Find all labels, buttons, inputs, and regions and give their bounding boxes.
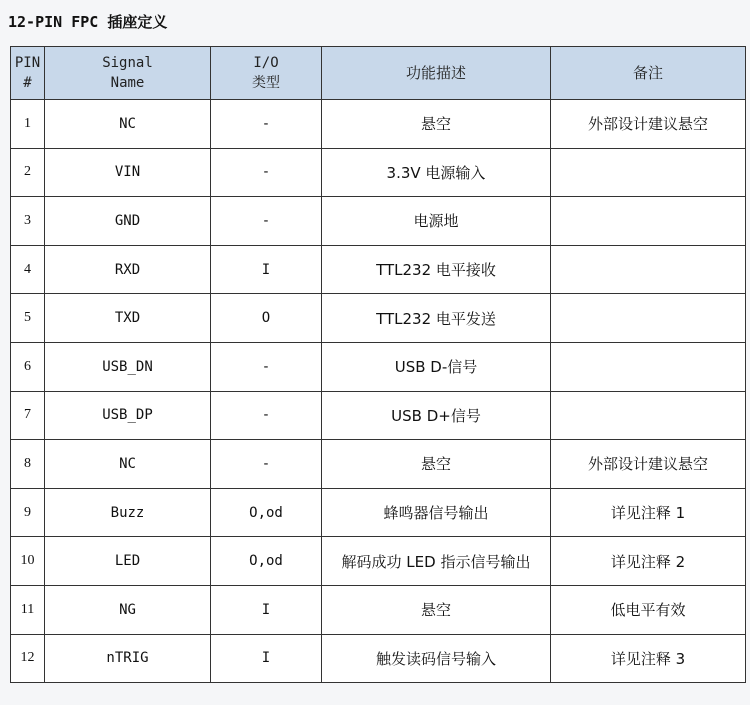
note-cell bbox=[551, 245, 746, 294]
pin-cell: 1 bbox=[11, 100, 45, 149]
io-cell: - bbox=[211, 342, 322, 391]
description-cell: 蜂鸣器信号输出 bbox=[322, 488, 551, 537]
pin-cell: 6 bbox=[11, 342, 45, 391]
io-cell: - bbox=[211, 100, 322, 149]
signal-cell: Buzz bbox=[45, 488, 211, 537]
io-cell: I bbox=[211, 634, 322, 683]
pin-cell: 8 bbox=[11, 440, 45, 489]
header-io-line1: I/O bbox=[253, 55, 279, 71]
signal-cell: TXD bbox=[45, 294, 211, 343]
table-row bbox=[11, 488, 746, 537]
note-cell: 外部设计建议悬空 bbox=[551, 440, 746, 489]
pin-cell: 5 bbox=[11, 294, 45, 343]
table-row bbox=[11, 634, 746, 683]
header-signal-line2: Name bbox=[110, 75, 145, 91]
note-cell bbox=[551, 391, 746, 440]
note-cell bbox=[551, 197, 746, 246]
signal-cell: VIN bbox=[45, 148, 211, 197]
table-row bbox=[11, 391, 746, 440]
note-cell: 详见注释 1 bbox=[551, 488, 746, 537]
description-cell: 悬空 bbox=[322, 100, 551, 149]
table-row bbox=[11, 294, 746, 343]
signal-cell: NG bbox=[45, 585, 211, 634]
pin-cell: 4 bbox=[11, 245, 45, 294]
document-title: 12-PIN FPC 插座定义 bbox=[8, 13, 168, 31]
note-cell bbox=[551, 342, 746, 391]
signal-cell: GND bbox=[45, 197, 211, 246]
signal-cell: nTRIG bbox=[45, 634, 211, 683]
description-cell: USB D-信号 bbox=[322, 342, 551, 391]
note-cell: 详见注释 3 bbox=[551, 634, 746, 683]
description-cell: 触发读码信号输入 bbox=[322, 634, 551, 683]
header-signal bbox=[45, 47, 211, 100]
io-cell: I bbox=[211, 245, 322, 294]
note-cell: 外部设计建议悬空 bbox=[551, 100, 746, 149]
description-cell: 解码成功 LED 指示信号输出 bbox=[322, 537, 551, 586]
table-row bbox=[11, 245, 746, 294]
pin-definition-table bbox=[10, 46, 746, 683]
io-cell: - bbox=[211, 440, 322, 489]
io-cell: O,od bbox=[211, 537, 322, 586]
signal-cell: USB_DP bbox=[45, 391, 211, 440]
signal-cell: NC bbox=[45, 440, 211, 489]
header-desc: 功能描述 bbox=[322, 47, 551, 100]
signal-cell: NC bbox=[45, 100, 211, 149]
io-cell: I bbox=[211, 585, 322, 634]
io-cell: - bbox=[211, 148, 322, 197]
note-cell bbox=[551, 148, 746, 197]
pin-cell: 12 bbox=[11, 634, 45, 683]
note-cell: 低电平有效 bbox=[551, 585, 746, 634]
description-cell: 3.3V 电源输入 bbox=[322, 148, 551, 197]
table-row bbox=[11, 342, 746, 391]
signal-cell: LED bbox=[45, 537, 211, 586]
header-pin bbox=[11, 47, 45, 100]
io-cell: - bbox=[211, 197, 322, 246]
table-row bbox=[11, 440, 746, 489]
signal-cell: RXD bbox=[45, 245, 211, 294]
description-cell: 悬空 bbox=[322, 585, 551, 634]
table-row bbox=[11, 197, 746, 246]
description-cell: 电源地 bbox=[322, 197, 551, 246]
table-row bbox=[11, 537, 746, 586]
header-signal-line1: Signal bbox=[102, 55, 153, 71]
table-row bbox=[11, 100, 746, 149]
header-io bbox=[211, 47, 322, 100]
description-cell: 悬空 bbox=[322, 440, 551, 489]
header-pin-line2: # bbox=[23, 75, 32, 91]
pin-cell: 7 bbox=[11, 391, 45, 440]
header-io-line2: 类型 bbox=[252, 75, 280, 91]
pin-cell: 2 bbox=[11, 148, 45, 197]
description-cell: USB D+信号 bbox=[322, 391, 551, 440]
io-cell: - bbox=[211, 391, 322, 440]
signal-cell: USB_DN bbox=[45, 342, 211, 391]
pin-cell: 9 bbox=[11, 488, 45, 537]
pin-cell: 10 bbox=[11, 537, 45, 586]
description-cell: TTL232 电平发送 bbox=[322, 294, 551, 343]
pin-cell: 11 bbox=[11, 585, 45, 634]
table-row bbox=[11, 148, 746, 197]
pin-cell: 3 bbox=[11, 197, 45, 246]
table-header-row bbox=[11, 47, 746, 100]
note-cell: 详见注释 2 bbox=[551, 537, 746, 586]
io-cell: O,od bbox=[211, 488, 322, 537]
note-cell bbox=[551, 294, 746, 343]
header-pin-line1: PIN bbox=[14, 55, 41, 71]
description-cell: TTL232 电平接收 bbox=[322, 245, 551, 294]
io-cell: O bbox=[211, 294, 322, 343]
header-note: 备注 bbox=[551, 47, 746, 100]
table-row bbox=[11, 585, 746, 634]
